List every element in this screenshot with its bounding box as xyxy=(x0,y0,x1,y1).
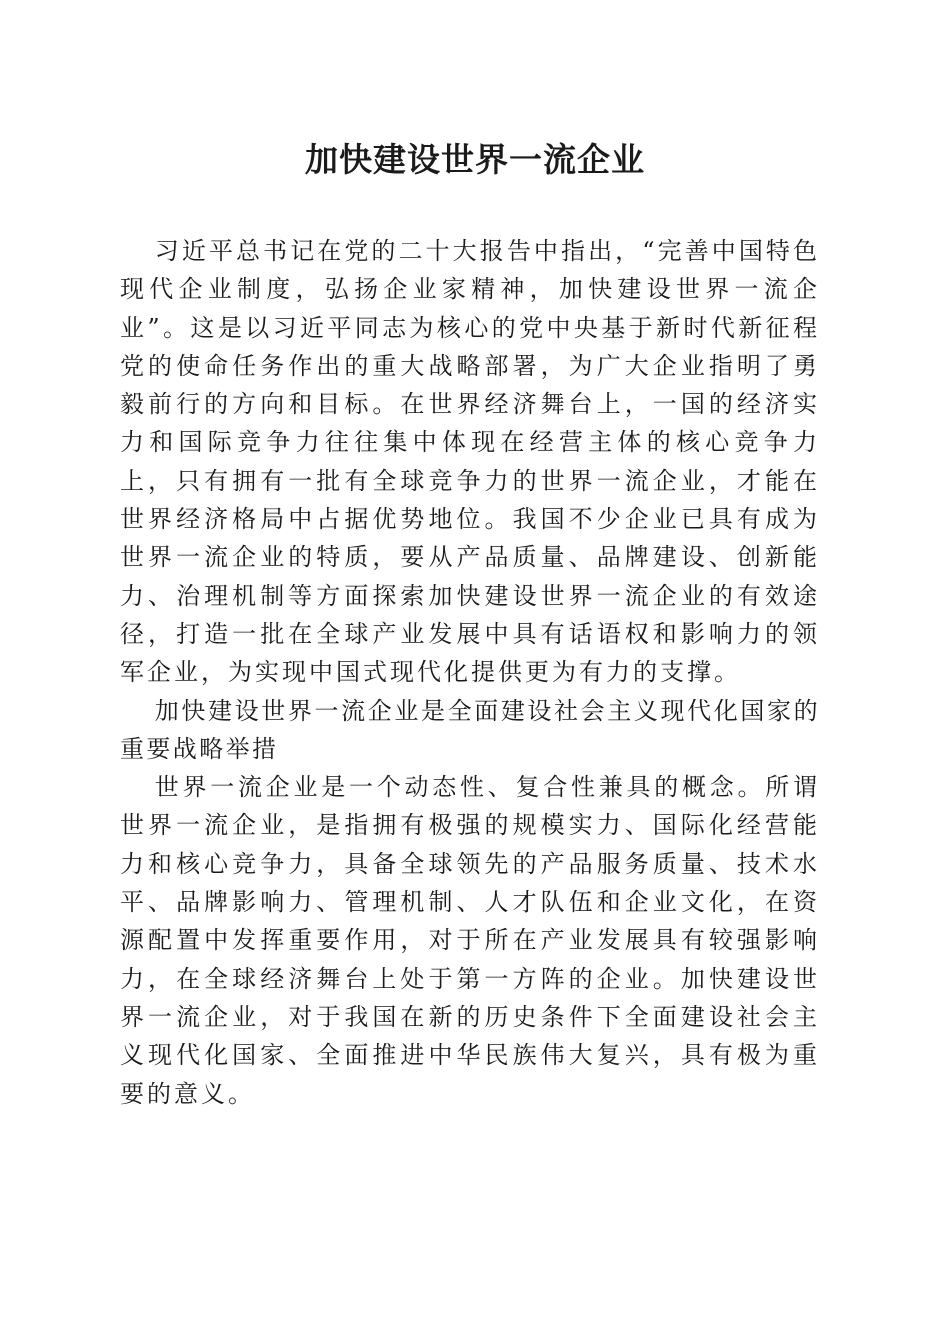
document-body xyxy=(120,232,820,1113)
section-heading: 加快建设世界一流企业是全面建设社会主义现代化国家的重要战略举措 xyxy=(120,696,820,763)
document-title: 加快建设世界一流企业 xyxy=(305,140,645,179)
paragraph-definition: 世界一流企业是一个动态性、复合性兼具的概念。所谓世界一流企业，是指拥有极强的规模实力、国际化经营能力和核心竞争力，具备全球领先的产品服务质量、技术水平、品牌影响力、管理机制、人才队伍和企业文化，在资源配置中发挥重要作用，对于所在产业发展具有较强影响力，在全球经济舞台上处于第一方阵的企业。加快建设世界一流企业，对于我国在新的历史条件下全面建设社会主义现代化国家、全面推进中华民族伟大复兴，具有极为重要的意义。 xyxy=(120,773,820,1108)
paragraph-intro: 习近平总书记在党的二十大报告中指出，“完善中国特色现代企业制度，弘扬企业家精神，加快建设世界一流企业”。这是以习近平同志为核心的党中央基于新时代新征程党的使命任务作出的重大战略部署，为广大企业指明了勇毅前行的方向和目标。在世界经济舞台上，一国的经济实力和国际竞争力往往集中体现在经营主体的核心竞争力上，只有拥有一批有全球竞争力的世界一流企业，才能在世界经济格局中占据优势地位。我国不少企业已具有成为世界一流企业的特质，要从产品质量、品牌建设、创新能力、治理机制等方面探索加快建设世界一流企业的有效途径，打造一批在全球产业发展中具有话语权和影响力的领军企业，为实现中国式现代化提供更为有力的支撑。 xyxy=(120,237,820,687)
